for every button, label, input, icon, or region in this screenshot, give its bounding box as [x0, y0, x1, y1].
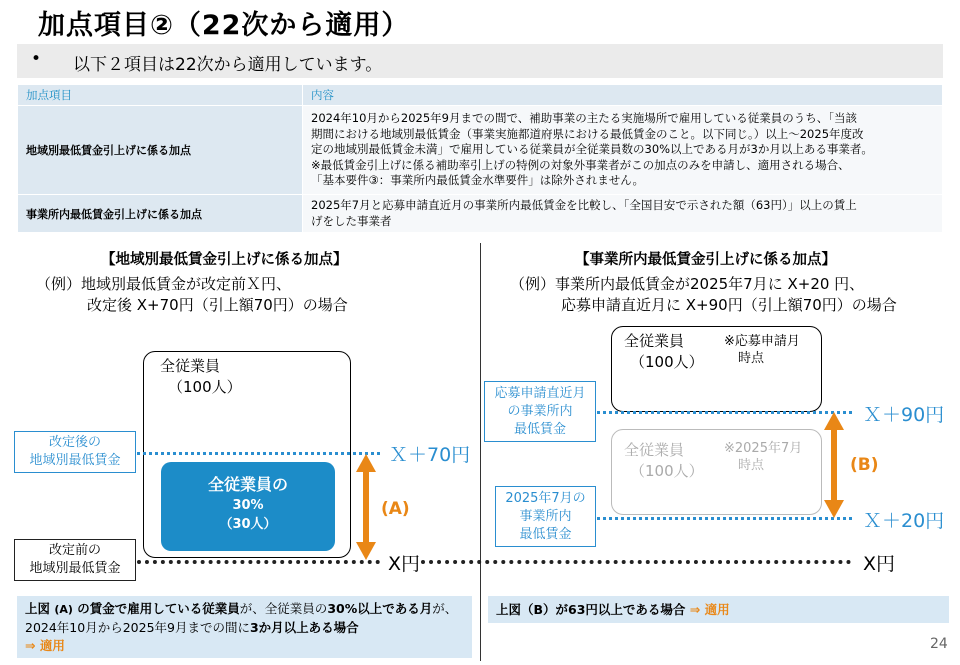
note-apply: ⇒ 適用	[25, 638, 65, 653]
after-wage-line	[137, 452, 380, 455]
right-heading: 【事業所内最低賃金引上げに係る加点】	[575, 252, 836, 268]
label-line: 地域別最低賃金	[29, 561, 121, 576]
note-line: 時点	[738, 351, 765, 366]
note-line: ※応募申請月	[724, 334, 800, 349]
example-line: 応募申請直近月に X+90円（引上額70円）の場合	[561, 296, 897, 314]
employees-box-recent-note	[724, 333, 800, 367]
table-header-row	[18, 85, 943, 106]
left-condition-note	[17, 596, 472, 658]
row-line: 2025年7月と応募申請直近月の事業所内最低賃金を比較し、「全国目安で示された額（63円）」以上の賃上	[311, 198, 857, 212]
recent-wage-value: Ｘ＋90円	[863, 404, 945, 426]
box-label-line: （100人）	[630, 462, 704, 480]
bullet-dot: •	[31, 49, 42, 69]
bonus-items-table	[17, 84, 943, 233]
row-value	[303, 106, 943, 195]
recent-wage-line	[597, 411, 852, 414]
july-wage-label	[495, 486, 596, 547]
note-bold: 30%以上である月	[327, 601, 433, 616]
thirty-percent-box	[161, 462, 335, 551]
note-bold: 3か月以上ある場合	[249, 620, 359, 635]
page-title: 加点項目②（22次から適用）	[38, 10, 410, 41]
row-key: 事業所内最低賃金引上げに係る加点	[18, 195, 303, 233]
example-line: 改定後 X+70円（引上額70円）の場合	[87, 296, 348, 314]
right-example	[510, 274, 897, 316]
row-line: 2024年10月から2025年9月までの間で、補助事業の主たる実施場所で雇用している従業員のうち、「当該	[311, 111, 857, 126]
all-employees-label	[160, 356, 242, 398]
note-line: 時点	[738, 458, 765, 473]
example-line: （例）地域別最低賃金が改定前Ｘ円、	[36, 275, 292, 293]
label-line: 改定後の	[48, 435, 101, 450]
label-line: 最低賃金	[519, 527, 572, 542]
arrow-b-label: (B)	[850, 455, 879, 475]
inner-line: 全従業員の	[207, 475, 288, 494]
center-divider	[480, 243, 481, 661]
note-bold: 上図	[25, 601, 55, 616]
inner-line: 30%	[232, 498, 264, 513]
left-example	[36, 274, 348, 316]
arrow-b	[823, 410, 845, 520]
note-bold: の賃金で雇用している従業員	[72, 601, 240, 616]
note-apply: ⇒ 適用	[689, 602, 730, 617]
row-line: げをした事業者	[311, 213, 392, 228]
row-line: ※最低賃金引上げに係る補助率引上げの特例の対象外事業者がこの加点のみを申請し、適用される場合、	[311, 157, 850, 172]
label-line: の事業所内	[507, 404, 573, 419]
summary-text: 以下２項目は22次から適用しています。	[73, 55, 383, 75]
before-wage-line	[137, 560, 380, 564]
page-number: 24	[930, 636, 948, 652]
row-line: 「基本要件③：事業所内最低賃金水準要件」は除外されません。	[311, 173, 644, 188]
after-wage-value: Ｘ＋70円	[389, 444, 471, 466]
row-key: 地域別最低賃金引上げに係る加点	[18, 106, 303, 195]
label-line: 改定前の	[48, 543, 101, 558]
note-text: が、全従業員の	[239, 601, 328, 616]
arrow-a-label: (A)	[381, 499, 410, 519]
note-text: が、 2024年10月から2025年9月までの間に	[25, 601, 458, 635]
table-row	[18, 195, 943, 233]
row-line: 定の地域別最低賃金未満」で雇用している従業員が全従業員数の30%以上である月が3か月以上ある事業者。	[311, 142, 873, 157]
july-wage-value: Ｘ＋20円	[863, 510, 945, 532]
label-line: 事業所内	[519, 509, 572, 524]
row-line: 期間における地域別最低賃金（事業実施都道府県における最低賃金のこと。以下同じ。）以上～2025年度改	[311, 126, 864, 141]
note-bold: (A)	[54, 603, 73, 616]
label-line: 地域別最低賃金	[29, 453, 121, 468]
employees-box-july-note	[724, 440, 802, 474]
box-label-line: （100人）	[168, 378, 242, 396]
before-wage-value: X円	[388, 553, 421, 575]
after-wage-label	[14, 431, 136, 473]
header-item: 加点項目	[18, 85, 303, 106]
label-line: 応募申請直近月	[494, 386, 586, 401]
example-line: （例）事業所内最低賃金が2025年7月に X+20 円、	[510, 275, 865, 293]
box-label-line: 全従業員	[160, 357, 221, 375]
header-content: 内容	[303, 85, 943, 106]
right-condition-note	[488, 596, 949, 623]
before-wage-label	[14, 539, 136, 581]
july-wage-line	[597, 517, 852, 520]
note-line: ※2025年7月	[724, 441, 803, 456]
base-wage-value: X円	[863, 553, 896, 575]
table-row	[18, 106, 943, 195]
row-value	[303, 195, 943, 233]
summary-bar	[17, 44, 943, 78]
box-label-line: 全従業員	[624, 441, 685, 459]
employees-box-recent-label	[624, 331, 704, 373]
label-line: 2025年7月の	[505, 491, 586, 506]
label-line: 最低賃金	[513, 422, 566, 437]
box-label-line: 全従業員	[624, 332, 685, 350]
inner-line: （30人）	[219, 517, 277, 532]
box-label-line: （100人）	[630, 353, 704, 371]
recent-wage-label	[484, 381, 596, 442]
left-heading: 【地域別最低賃金引上げに係る加点】	[101, 252, 348, 268]
before-wage-line-extended	[421, 560, 851, 564]
note-bold: 上図（B）が63円以上である場合	[496, 602, 690, 617]
employees-box-july-label	[624, 440, 704, 482]
arrow-a	[355, 452, 377, 562]
